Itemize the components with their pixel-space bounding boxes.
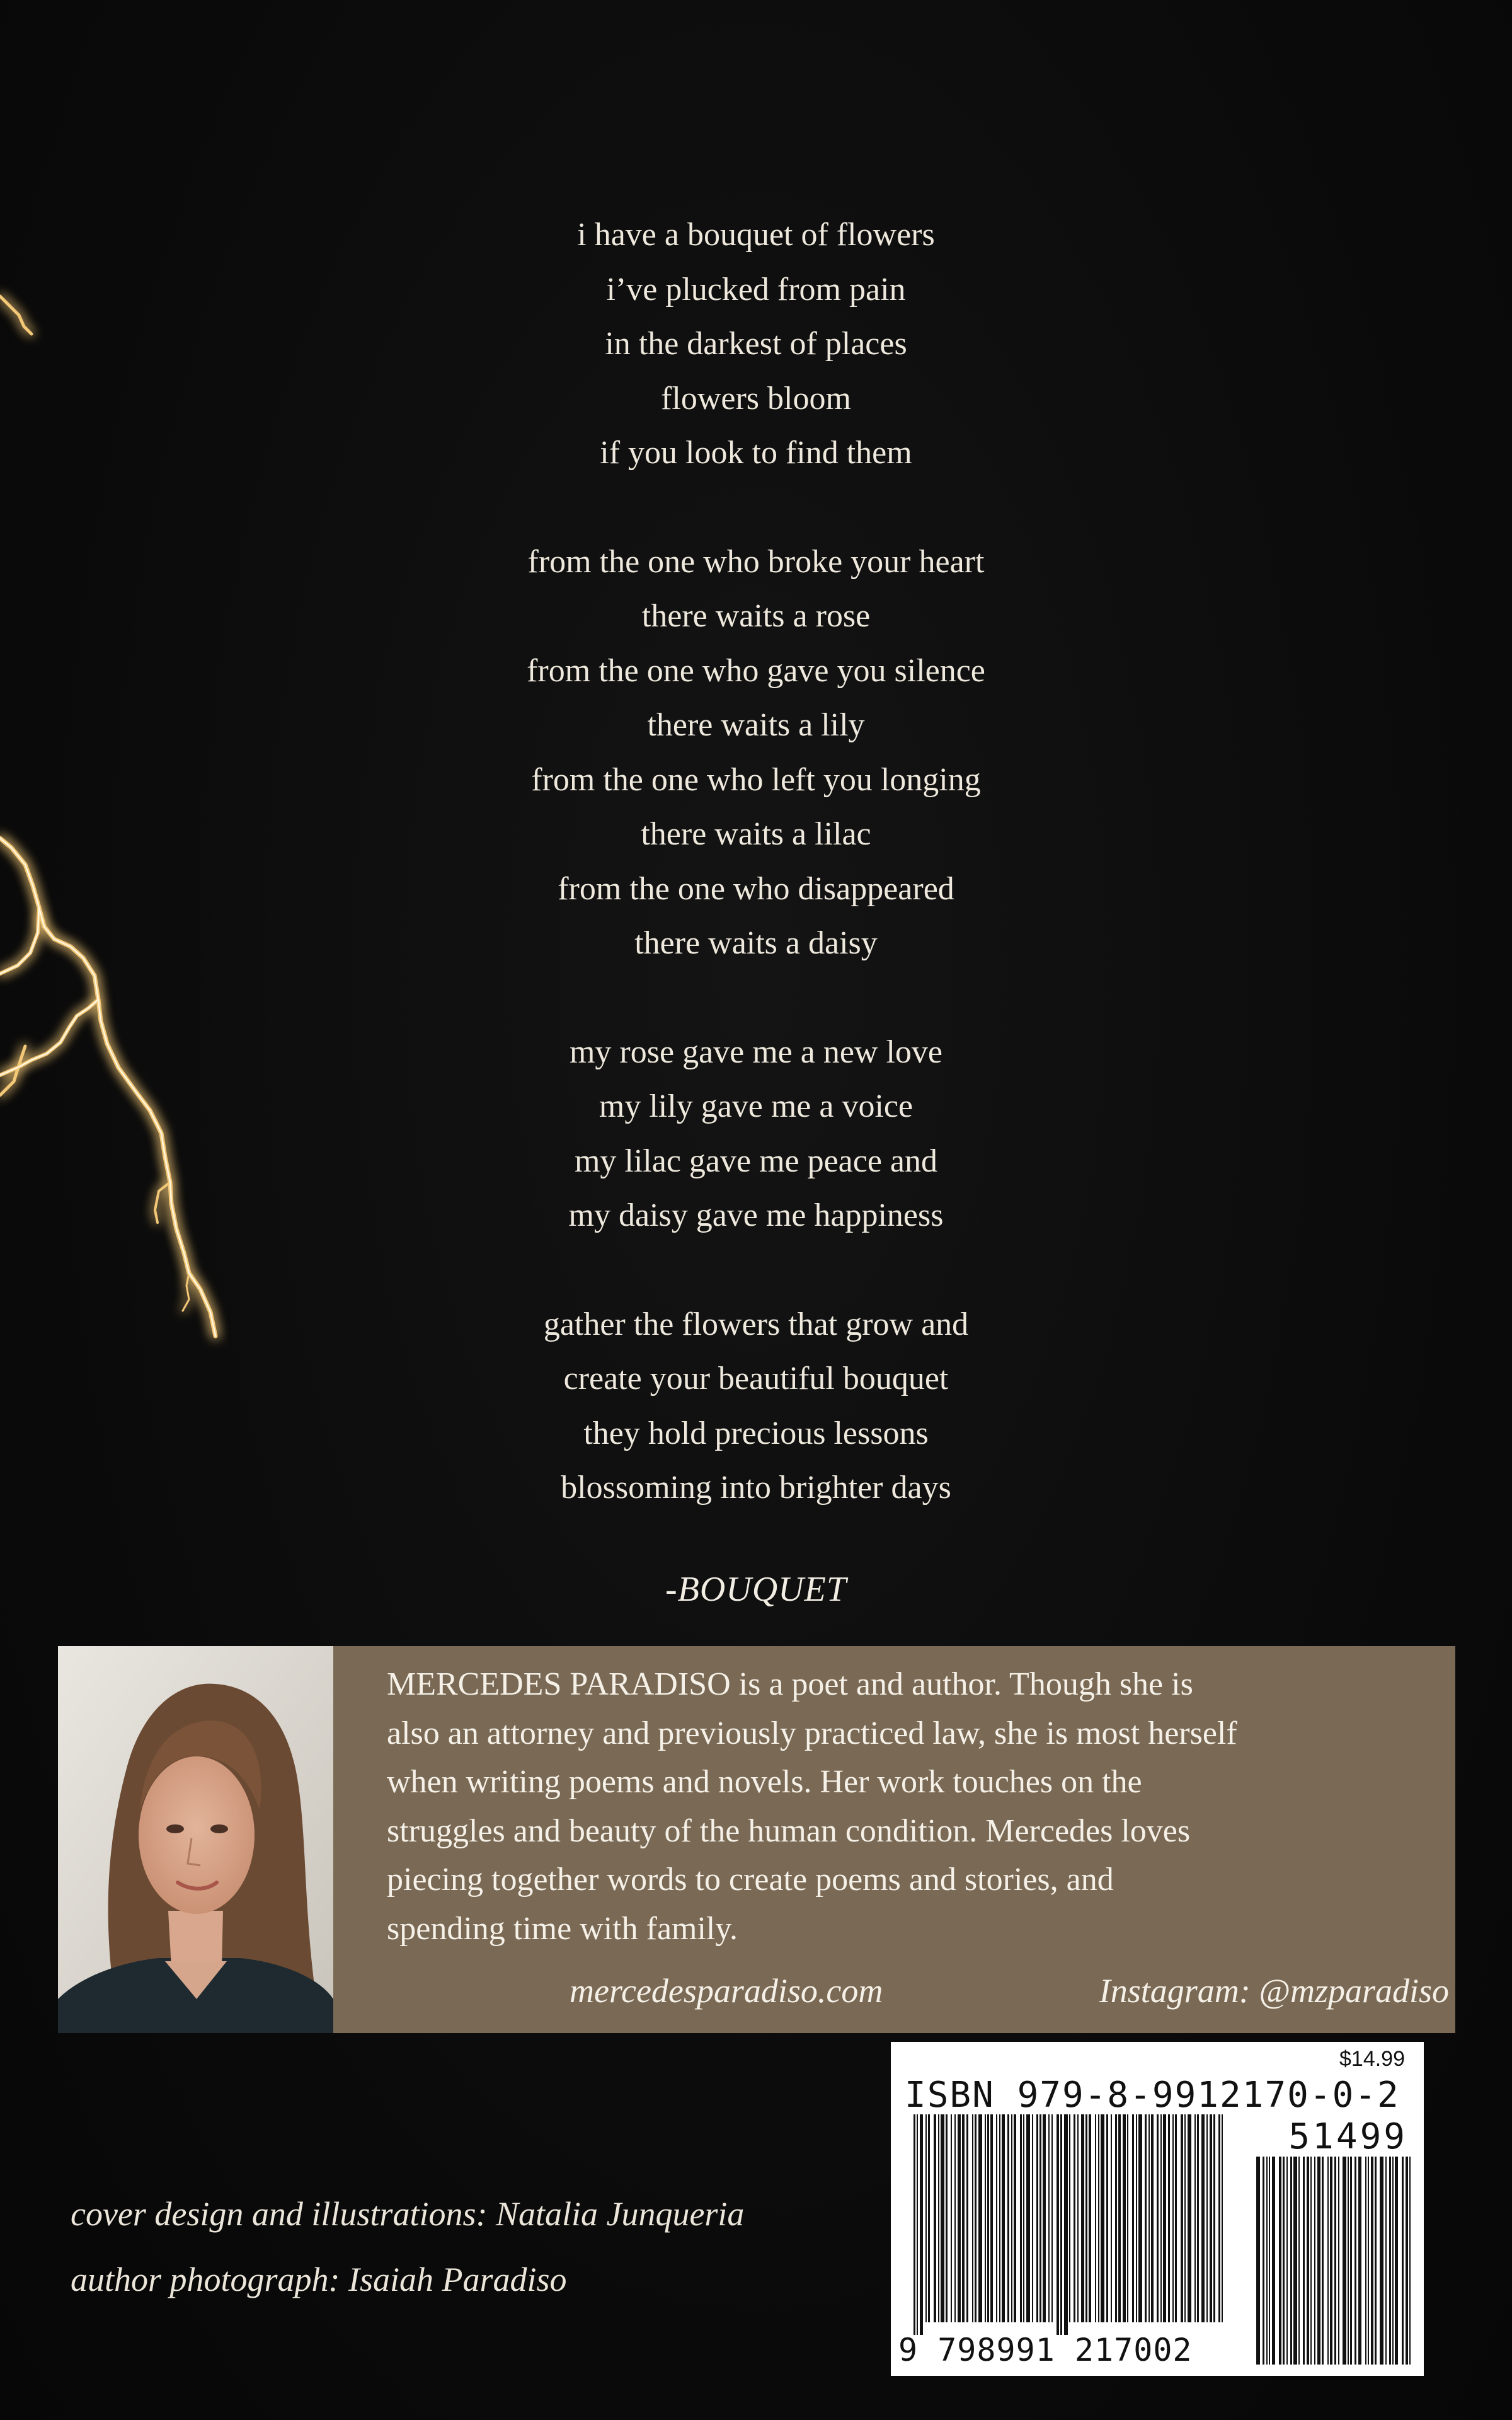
poem-line: i’ve plucked from pain (606, 271, 906, 308)
barcode-bar (1172, 2114, 1174, 2322)
barcode-bar (1218, 2114, 1220, 2322)
author-bio (387, 1660, 1445, 1953)
design-credit: cover design and illustrations: Natalia Junqueria (71, 2195, 745, 2233)
barcode-bar (1160, 2114, 1162, 2322)
poem-line: in the darkest of places (605, 326, 907, 362)
barcode-bar (1101, 2114, 1104, 2322)
barcode-bar (1194, 2114, 1196, 2322)
barcode-bar (1138, 2114, 1142, 2322)
barcode-bar (1048, 2114, 1050, 2322)
barcode-bar (1123, 2114, 1126, 2322)
poem-line: my lilac gave me peace and (574, 1143, 938, 1179)
barcode-bar (1197, 2114, 1199, 2322)
poem-line: from the one who broke your heart (527, 543, 985, 580)
barcode-bar (1040, 2114, 1041, 2322)
author-links (387, 1971, 1449, 2022)
addon-barcode-bar (1286, 2157, 1288, 2365)
barcode-bar (1175, 2114, 1177, 2322)
barcode-bar (1184, 2114, 1186, 2322)
poem (0, 208, 1512, 1570)
barcode-bar (990, 2114, 993, 2322)
barcode-bar (1168, 2114, 1170, 2322)
poem-line: flowers bloom (661, 380, 851, 417)
addon-barcode-bar (1307, 2157, 1309, 2365)
addon-barcode-bar (1266, 2157, 1268, 2365)
price-addon-number: 51499 (1288, 2116, 1407, 2157)
addon-barcode-bar (1283, 2157, 1285, 2365)
poem-line: from the one who left you longing (531, 761, 981, 798)
bio-line: when writing poems and novels. Her work touches on the (387, 1764, 1142, 1800)
addon-barcode-bar (1334, 2157, 1336, 2365)
addon-barcode-bar (1317, 2157, 1320, 2365)
barcode-bar (928, 2114, 930, 2322)
barcode-bar (917, 2114, 918, 2335)
addon-barcode-bar (1375, 2157, 1377, 2365)
stanza-1 (0, 208, 1512, 481)
addon-barcode-bar (1358, 2157, 1361, 2365)
barcode-bar (938, 2114, 939, 2322)
barcode-bar (987, 2114, 989, 2322)
barcode-bar (1011, 2114, 1012, 2322)
barcode-bar (972, 2114, 973, 2322)
addon-barcode-bar (1322, 2157, 1324, 2365)
addon-barcode-bar (1269, 2157, 1270, 2365)
barcode-bar (1064, 2114, 1068, 2335)
addon-barcode-bar (1380, 2157, 1383, 2365)
barcode-bar (1201, 2114, 1205, 2322)
addon-barcode-bar (1338, 2157, 1339, 2365)
poem-line: from the one who disappeared (558, 870, 954, 907)
barcode-bar (1020, 2114, 1022, 2322)
barcode-bar (1043, 2114, 1046, 2322)
price-label: $14.99 (1339, 2047, 1405, 2071)
barcode-bar (966, 2114, 968, 2322)
barcode-bar (1151, 2114, 1154, 2322)
barcode-bar (1136, 2114, 1137, 2322)
poem-line: there waits a lilac (641, 816, 871, 852)
barcode-bar (985, 2114, 986, 2322)
barcode-bar (1032, 2114, 1033, 2322)
bio-line: struggles and beauty of the human condition. Mercedes loves (387, 1812, 1191, 1849)
addon-barcode-bar (1298, 2157, 1300, 2365)
barcode-bar (1002, 2114, 1005, 2322)
addon-barcode-bar (1256, 2157, 1260, 2365)
addon-barcode-bar (1350, 2157, 1352, 2365)
barcode-bar (946, 2114, 948, 2322)
addon-barcode-bar (1368, 2157, 1369, 2365)
poem-line: i have a bouquet of flowers (577, 217, 935, 253)
barcode-bar (951, 2114, 952, 2322)
barcode-bar (1206, 2114, 1208, 2322)
instagram-link[interactable]: Instagram: @mzparadiso (1099, 1972, 1449, 2010)
addon-barcode-bar (1385, 2157, 1387, 2365)
addon-barcode-bar (1272, 2157, 1275, 2365)
barcode-bar (1127, 2114, 1128, 2322)
barcode-bar (1069, 2114, 1070, 2322)
barcode-bar (1077, 2114, 1079, 2322)
addon-barcode-bar (1395, 2157, 1398, 2365)
stanza-3 (0, 1025, 1512, 1243)
poem-line: there waits a rose (641, 598, 871, 634)
barcode-bar (1157, 2114, 1159, 2322)
barcode-bar (925, 2114, 927, 2322)
poem-line: blossoming into brighter days (561, 1470, 951, 1506)
addon-barcode-bar (1389, 2157, 1391, 2365)
barcode-bar (958, 2114, 961, 2322)
poem-line: from the one who gave you silence (527, 652, 985, 689)
addon-barcode-bar (1406, 2157, 1408, 2365)
addon-barcode-bar (1348, 2157, 1349, 2365)
bio-line: piecing together words to create poems and stories, and (387, 1862, 1114, 1898)
barcode-bar (975, 2114, 976, 2322)
isbn-number: ISBN 979-8-9912170-0-2 (905, 2075, 1400, 2116)
addon-barcode-bar (1371, 2157, 1373, 2365)
ean-digits: 9 798991 217002 (898, 2332, 1193, 2368)
poem-line: my daisy gave me happiness (568, 1197, 944, 1233)
addon-barcode-bar (1327, 2157, 1329, 2365)
addon-barcode-bar (1303, 2157, 1305, 2365)
addon-barcode-bar (1310, 2157, 1312, 2365)
barcode-bar (1007, 2114, 1009, 2322)
addon-barcode-bar (1290, 2157, 1292, 2365)
stanza-2 (0, 535, 1512, 971)
barcode-bar (1074, 2114, 1075, 2322)
barcode-bar (1188, 2114, 1191, 2322)
barcode-bar (1095, 2114, 1096, 2322)
addon-barcode-bar (1392, 2157, 1394, 2365)
barcode-bar (999, 2114, 1000, 2322)
addon-barcode-bar (1354, 2157, 1356, 2365)
barcode-bar (1118, 2114, 1121, 2322)
barcode-bar (1060, 2114, 1062, 2335)
barcode-bar (1051, 2114, 1053, 2322)
poem-line: gather the flowers that grow and (543, 1306, 969, 1342)
barcode-bar (996, 2114, 997, 2322)
stanza-4 (0, 1298, 1512, 1516)
poem-title-signature: -BOUQUET (665, 1570, 847, 1609)
addon-barcode-bar (1343, 2157, 1346, 2365)
barcode-bar (1111, 2114, 1112, 2322)
barcode-bar (954, 2114, 956, 2322)
website-link[interactable]: mercedesparadiso.com (570, 1972, 883, 2010)
photo-credit: author photograph: Isaiah Paradiso (71, 2261, 567, 2298)
addon-barcode-bar (1365, 2157, 1366, 2365)
barcode-bar (978, 2114, 982, 2322)
barcode-bar (1014, 2114, 1016, 2322)
barcode-bar (1181, 2114, 1183, 2322)
barcode-bar (1106, 2114, 1108, 2322)
addon-barcode-bar (1263, 2157, 1264, 2365)
poem-line: my lily gave me a voice (598, 1088, 914, 1124)
barcode-bar (962, 2114, 965, 2322)
poem-line: create your beautiful bouquet (563, 1361, 949, 1397)
barcode-panel (891, 2042, 1424, 2376)
barcode-bar (1163, 2114, 1166, 2322)
addon-barcode-bar (1330, 2157, 1332, 2365)
barcode-bar (1085, 2114, 1087, 2322)
barcode-bar (1222, 2114, 1223, 2322)
barcode-bar (1098, 2114, 1099, 2322)
barcode-bar (920, 2114, 923, 2335)
poem-line: if you look to find them (600, 435, 912, 471)
barcode-bar (1145, 2114, 1147, 2322)
poem-line: there waits a daisy (634, 925, 878, 961)
bio-line: spending time with family. (387, 1910, 738, 1947)
barcode-bar (934, 2114, 936, 2322)
addon-barcode-bar (1293, 2157, 1297, 2365)
barcode-bar (1089, 2114, 1091, 2322)
poem-line: they hold precious lessons (583, 1415, 929, 1451)
barcode-bar (1057, 2114, 1059, 2335)
barcode-bar (1210, 2114, 1212, 2322)
barcode-bar (1026, 2114, 1030, 2322)
bio-line: MERCEDES PARADISO is a poet and author. Though she is (387, 1666, 1193, 1702)
addon-barcode-bar (1409, 2157, 1411, 2365)
barcode-bar (914, 2114, 915, 2335)
addon-barcode-bar (1279, 2157, 1281, 2365)
barcode-bar (941, 2114, 944, 2322)
bio-line: also an attorney and previously practiced law, she is most herself (387, 1715, 1237, 1751)
poem-line: there waits a lily (647, 707, 865, 743)
barcode-bar (1036, 2114, 1038, 2322)
author-photo (58, 1646, 333, 2033)
barcode-bar (1023, 2114, 1024, 2322)
poem-line: my rose gave me a new love (569, 1034, 942, 1070)
barcode-bar (1081, 2114, 1084, 2322)
addon-barcode-bar (1402, 2157, 1404, 2365)
addon-barcode-bar (1314, 2157, 1315, 2365)
barcode-bar (1115, 2114, 1117, 2322)
barcode-bar (1132, 2114, 1134, 2322)
barcode-bar (1148, 2114, 1150, 2322)
barcode-bar (1213, 2114, 1215, 2322)
